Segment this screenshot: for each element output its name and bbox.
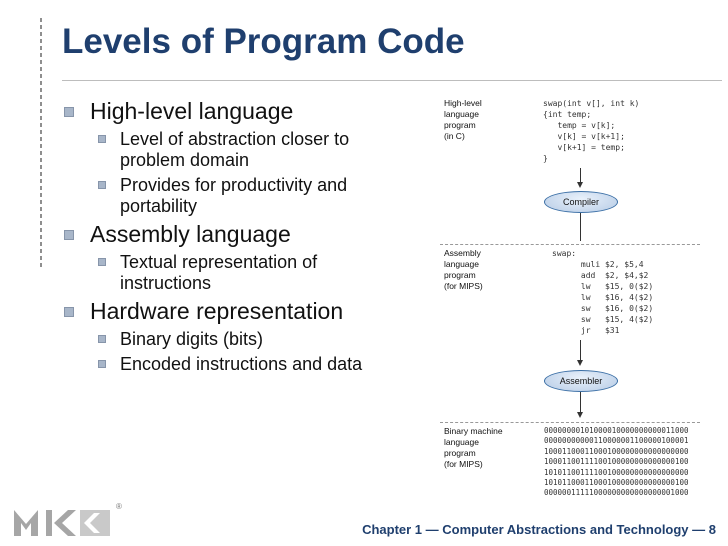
mips-assembly-code: swap: muli $2, $5,4 add $2, $4,$2 lw $15, 0($2) lw $16, 4($2) sw $16, 0($2) sw $15, 4($2) jr $31 xyxy=(552,249,654,335)
mk-logo xyxy=(14,510,114,536)
c-source-code: swap(int v[], int k) {int temp; temp = v[k]; v[k] = v[k+1]; v[k+1] = temp; } xyxy=(543,99,640,163)
compiler-node: Compiler xyxy=(544,191,618,213)
bullet-square-icon xyxy=(64,107,74,117)
arrow-down-icon xyxy=(577,360,583,366)
arrow-down-icon xyxy=(577,412,583,418)
sub-bullet-text: Level of abstraction closer to problem domain xyxy=(120,129,350,170)
assembly-program-label: Assembly language program (for MIPS) xyxy=(444,248,483,291)
bullet-hardware xyxy=(60,298,405,325)
registered-mark: ® xyxy=(116,502,122,511)
bullet-high-level xyxy=(60,98,405,125)
slide-footer: Chapter 1 — Computer Abstractions and Technology — 8 xyxy=(362,522,716,537)
sub-bullet xyxy=(60,129,405,171)
flow-line xyxy=(580,213,581,241)
sub-bullet-text: Binary digits (bits) xyxy=(120,329,264,349)
title-divider xyxy=(62,80,722,81)
arrow-down-icon xyxy=(577,182,583,188)
bullet-text: Assembly language xyxy=(90,221,291,247)
dashed-divider xyxy=(440,422,700,423)
bullet-list xyxy=(60,94,405,375)
binary-program-label: Binary machine language program (for MIPS) xyxy=(444,426,503,469)
left-dashed-rule xyxy=(40,18,42,268)
sub-bullet-text: Encoded instructions and data xyxy=(120,354,363,374)
bullet-square-icon xyxy=(98,181,106,189)
binary-machine-code: 00000000101000010000000000011000 00000000000110000001100000100001 10001100011000100000000000000000 10001100111100100000000000000100 10101100111100100000000000000000 10101100011000100000000000000100 00000011111000000000000000001000 xyxy=(544,426,689,498)
sub-bullet-text: Textual representation of instructions xyxy=(120,252,318,293)
sub-bullet xyxy=(60,354,405,375)
sub-bullet xyxy=(60,252,405,294)
bullet-square-icon xyxy=(98,335,106,343)
bullet-assembly xyxy=(60,221,405,248)
slide-title: Levels of Program Code xyxy=(62,22,465,61)
high-level-program-label: High-level language program (in C) xyxy=(444,98,482,141)
bullet-square-icon xyxy=(98,360,106,368)
bullet-square-icon xyxy=(64,307,74,317)
flow-line xyxy=(580,340,581,362)
bullet-text: Hardware representation xyxy=(90,298,344,324)
bullet-square-icon xyxy=(98,258,106,266)
bullet-square-icon xyxy=(98,135,106,143)
sub-bullet xyxy=(60,329,405,350)
bullet-square-icon xyxy=(64,230,74,240)
flow-line xyxy=(580,392,581,414)
sub-bullet-text: Provides for productivity and portability xyxy=(120,175,348,216)
dashed-divider xyxy=(440,244,700,245)
assembler-node: Assembler xyxy=(544,370,618,392)
sub-bullet xyxy=(60,175,405,217)
bullet-text: High-level language xyxy=(90,98,294,124)
